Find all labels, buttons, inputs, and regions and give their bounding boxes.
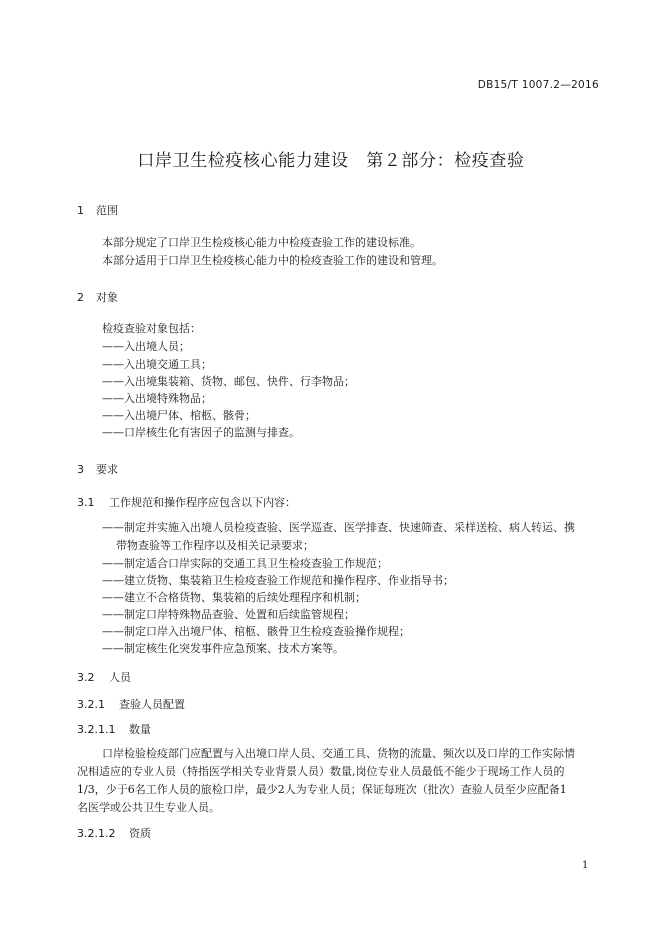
section-3-2-1-heading [77,696,185,712]
section-title: 资质 [129,827,151,840]
section-3-2-1-1-heading [77,721,151,737]
list-item-continuation: 带物查验等工作程序以及相关记录要求； [116,539,314,552]
section-title: 要求 [96,463,118,476]
list-item: ——入出境集装箱、货物、邮包、快件、行李物品； [102,375,355,388]
section-title: 工作规范和操作程序应包含以下内容： [109,496,296,509]
section-1-heading [77,202,118,218]
list-item: ——制定口岸特殊物品查验、处置和后续监管规程； [102,608,355,621]
section-title: 范围 [96,204,118,217]
list-item: ——入出境尸体、棺柩、骸骨； [102,409,256,422]
paragraph: 检疫查验对象包括： [102,322,201,335]
paragraph: 本部分规定了口岸卫生检疫核心能力中检疫查验工作的建设标准。 [102,236,421,249]
list-item: ——制定口岸入出境尸体、棺柩、骸骨卫生检疫查验操作规程； [102,625,410,638]
paragraph: 况相适应的专业人员（特指医学相关专业背景人员）数量,岗位专业人员最低不能少于现场工作人员的 [77,765,565,778]
paragraph: 名医学或公共卫生专业人员。 [77,801,220,814]
list-item: ——入出境特殊物品； [102,392,212,405]
list-item: ——制定适合口岸实际的交通工具卫生检疫查验工作规范； [102,557,388,570]
section-title: 对象 [96,291,118,304]
list-item: ——制定核生化突发事件应急预案、技术方案等。 [102,642,344,655]
paragraph: 本部分适用于口岸卫生检疫核心能力中的检疫查验工作的建设和管理。 [102,254,443,267]
section-title: 查验人员配置 [119,698,185,711]
section-3-2-heading [77,669,131,685]
section-number: 3.1 [77,496,95,509]
section-number: 3.2.1.2 [77,827,116,840]
section-number: 1 [77,204,84,217]
section-3-heading [77,461,118,477]
section-title: 人员 [109,671,131,684]
section-number: 3.2.1 [77,698,105,711]
section-number: 3.2.1.1 [77,723,116,736]
document-title: 口岸卫生检疫核心能力建设 第２部分：检疫查验 [137,151,525,171]
section-3-1-heading [77,494,296,510]
paragraph: 口岸检验检疫部门应配置与入出境口岸人员、交通工具、货物的流量、频次以及口岸的工作实际情 [102,747,575,760]
section-2-heading [77,289,118,305]
section-3-2-1-2-heading [77,825,151,841]
page-number: 1 [582,860,589,871]
list-item: ——口岸核生化有害因子的监测与排查。 [102,426,300,439]
list-item: ——入出境交通工具； [102,358,212,371]
section-number: 3.2 [77,671,95,684]
section-number: 2 [77,291,84,304]
section-title: 数量 [129,723,151,736]
list-item: ——建立货物、集装箱卫生检疫查验工作规范和操作程序、作业指导书； [102,574,454,587]
list-item: ——制定并实施入出境人员检疫查验、医学巡查、医学排查、快速筛查、采样送检、病人转运、携 [102,521,575,534]
standard-number: DB15/T 1007.2—2016 [477,79,599,91]
paragraph: 1/3，少于6名工作人员的旅检口岸，最少2人为专业人员；保证每班次（批次）查验人员至少应配备1 [77,783,567,796]
section-number: 3 [77,463,84,476]
list-item: ——建立不合格货物、集装箱的后续处理程序和机制； [102,591,366,604]
list-item: ——入出境人员； [102,340,190,353]
